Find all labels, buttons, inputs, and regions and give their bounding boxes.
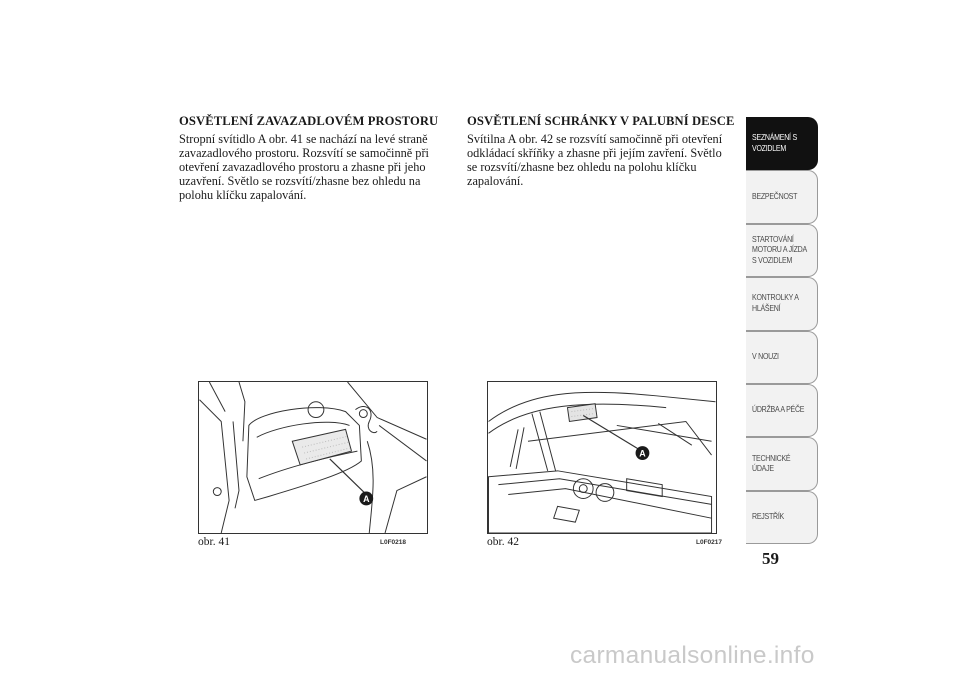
figure-41-illustration [199, 382, 427, 533]
figure-42-illustration [488, 382, 716, 533]
figure-42-glovebox-light [487, 381, 717, 534]
tab-kontrolky[interactable]: KONTROLKY A HLÁŠENÍ [746, 277, 818, 330]
figure-42-marker: A [639, 448, 646, 459]
figure-41-caption: obr. 41 [198, 536, 230, 548]
tab-udrzba[interactable]: ÚDRŽBA A PÉČE [746, 384, 818, 437]
tab-startovani[interactable]: STARTOVÁNÍ MOTORU A JÍZDA S VOZIDLEM [746, 224, 818, 277]
chapter-tabs [746, 117, 818, 544]
figure-41-code: L0F0218 [380, 539, 407, 546]
watermark: carmanualsonline.info [570, 642, 815, 669]
left-section [179, 113, 447, 202]
tab-bezpecnost[interactable]: BEZPEČNOST [746, 170, 818, 223]
figure-42-code: L0F0217 [696, 539, 723, 546]
figure-42-caption: obr. 42 [487, 536, 519, 548]
figure-41-marker: A [363, 493, 370, 504]
figure-41-luggage-light [198, 381, 428, 534]
section-heading-luggage-light: OSVĚTLENÍ ZAVAZADLOVÉM PROSTORU [179, 114, 439, 128]
section-body-glovebox-light: Svítilna A obr. 42 se rozsvítí samočinně při otevření odkládací skříňky a zhasne při jejím zavření. Světlo se rozsvítí/zhasne bez ohledu na polohu klíčku zapalování. [467, 132, 723, 188]
right-section [467, 113, 735, 188]
tab-technicke-udaje[interactable]: TECHNICKÉ ÚDAJE [746, 437, 818, 490]
section-body-luggage-light: Stropní svítidlo A obr. 41 se nachází na levé straně zavazadlového prostoru. Rozsvítí se samočinně při otevření zavazadlového prostoru a zhasne při jeho uzavření. Světlo se rozsvítí/zhasne bez ohledu na polohu klíčku zapalování. [179, 132, 429, 202]
tab-rejstrik[interactable]: REJSTŘÍK [746, 491, 818, 544]
tab-seznameni-s-vozidlem[interactable]: SEZNÁMENÍ S VOZIDLEM [746, 117, 818, 170]
page-number: 59 [762, 549, 779, 568]
section-heading-glovebox-light: OSVĚTLENÍ SCHRÁNKY V PALUBNÍ DESCE [467, 114, 735, 128]
tab-v-nouzi[interactable]: V NOUZI [746, 331, 818, 384]
